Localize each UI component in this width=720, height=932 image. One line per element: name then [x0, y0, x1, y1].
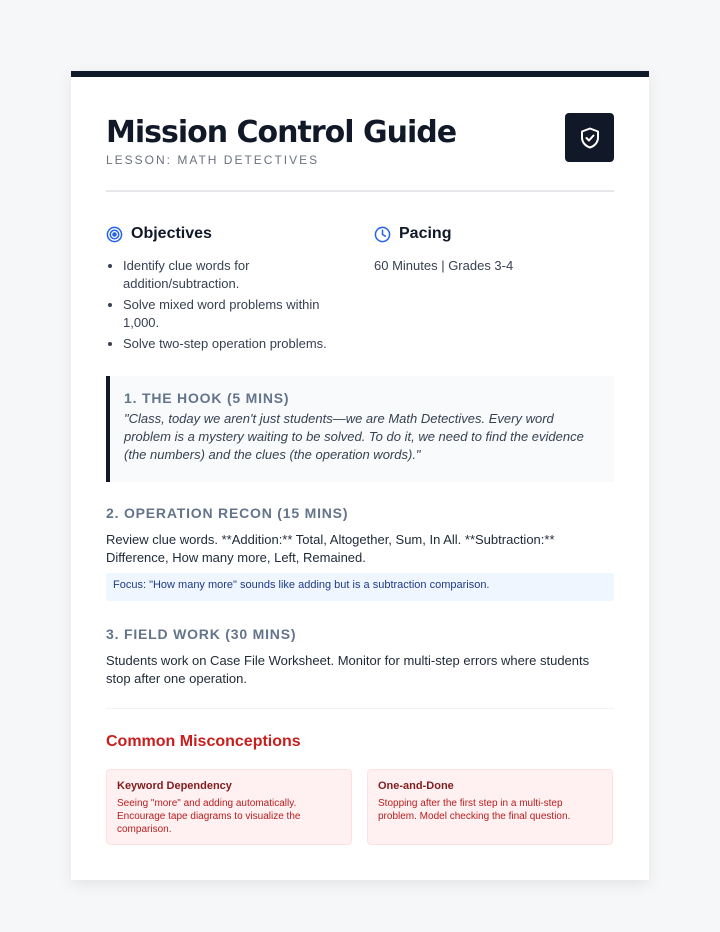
objectives-list [106, 257, 355, 356]
lesson-subtitle: LESSON: MATH DETECTIVES [106, 153, 320, 167]
operation-recon-text: Review clue words. **Addition:** Total, Altogether, Sum, In All. **Subtraction:** Difference, How many more, Left, Remained. [106, 532, 555, 565]
pacing-text: 60 Minutes | Grades 3-4 [374, 258, 514, 273]
target-icon [106, 226, 123, 243]
objectives-heading-label: Objectives [131, 225, 212, 242]
hook-title: 1. THE HOOK (5 MINS) [124, 390, 290, 406]
misconceptions-heading: Common Misconceptions [106, 733, 301, 750]
lesson-guide-card [71, 71, 649, 880]
header-divider [106, 190, 614, 192]
misconception-card-body: Seeing "more" and adding automatically. Encourage tape diagrams to visualize the comparison. [117, 798, 301, 835]
list-item: • Solve mixed word problems within 1,000. [123, 296, 355, 332]
hook-section [106, 376, 614, 482]
hook-quote: "Class, today we aren't just students—we are Math Detectives. Every word problem is a mystery waiting to be solved. To do it, we need to find the evidence (the numbers) and the clues (the operation words)." [124, 411, 584, 462]
operation-recon-title: 2. OPERATION RECON (15 MINS) [106, 505, 349, 521]
objectives-heading [106, 225, 212, 243]
section-divider [106, 708, 614, 709]
list-item: • Solve two-step operation problems. [123, 335, 355, 353]
page-title: Mission Control Guide [106, 115, 457, 150]
misconception-card [106, 769, 352, 845]
pacing-heading-label: Pacing [399, 225, 452, 242]
shield-check-icon [578, 126, 602, 150]
misconception-card-title: One-and-Done [378, 780, 454, 792]
misconception-card-body: Stopping after the first step in a multi-step problem. Model checking the final question. [378, 798, 571, 822]
misconception-card [367, 769, 613, 845]
pacing-heading [374, 225, 451, 243]
focus-note: Focus: "How many more" sounds like adding but is a subtraction comparison. [106, 573, 614, 601]
shield-badge [565, 113, 614, 162]
list-item: • Identify clue words for addition/subtraction. [123, 257, 355, 293]
misconception-card-title: Keyword Dependency [117, 780, 232, 792]
field-work-text: Students work on Case File Worksheet. Monitor for multi-step errors where students stop after one operation. [106, 653, 590, 686]
clock-icon [374, 226, 391, 243]
field-work-title: 3. FIELD WORK (30 MINS) [106, 626, 297, 642]
